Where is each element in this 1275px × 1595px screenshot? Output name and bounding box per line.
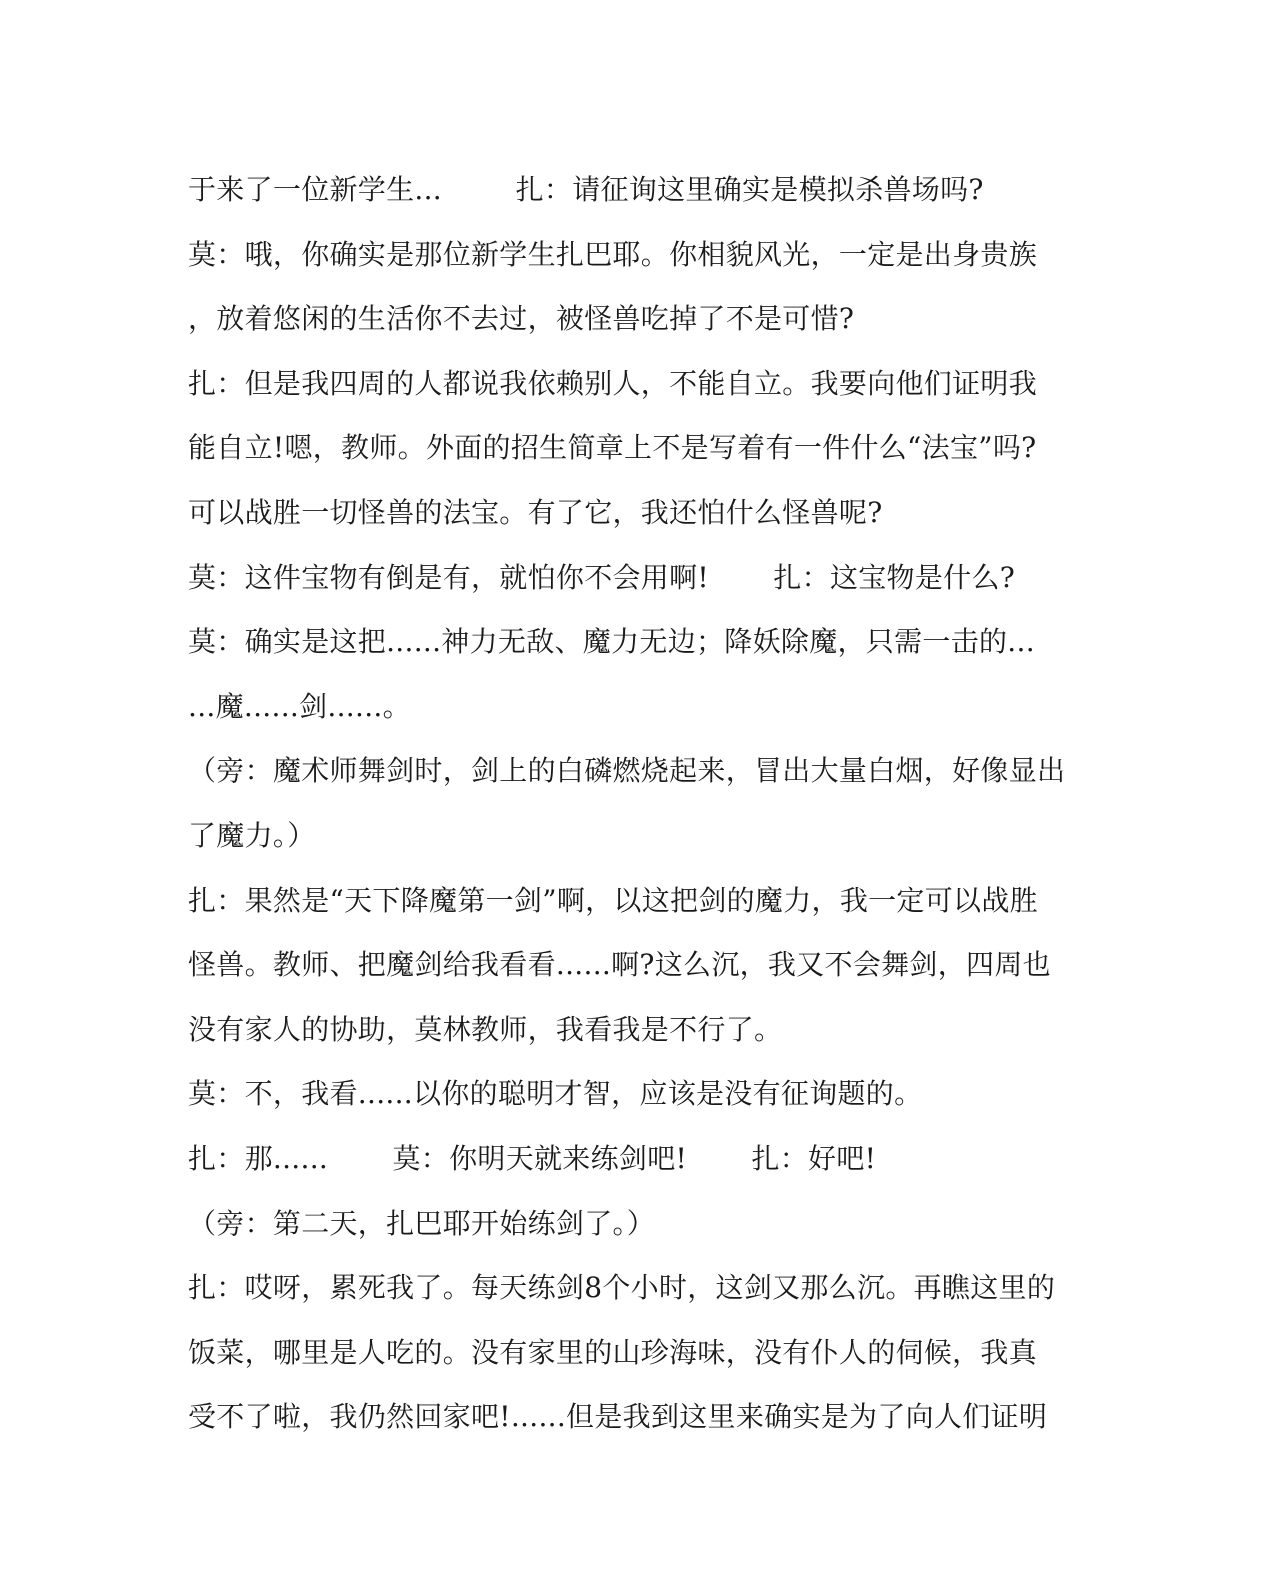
text-line: 可以战胜一切怪兽的法宝。有了它，我还怕什么怪兽呢? [188, 495, 883, 529]
text-line: 饭菜，哪里是人吃的。没有家里的山珍海味，没有仆人的伺候，我真 [188, 1335, 1038, 1369]
text-line: 莫：这件宝物有倒是有，就怕你不会用啊! 扎：这宝物是什么? [188, 560, 1016, 594]
document-body [188, 158, 1068, 1450]
text-line: 莫：确实是这把......神力无敌、魔力无边；降妖除魔，只需一击的... [188, 625, 1035, 659]
text-line: 于来了一位新学生... 扎：请征询这里确实是模拟杀兽场吗? [188, 173, 984, 206]
text-line: 没有家人的协助，莫林教师，我看我是不行了。 [188, 1012, 783, 1046]
text-line: 受不了啦，我仍然回家吧!......但是我到这里来确实是为了向人们证明 [188, 1400, 1048, 1434]
text-line: 了魔力。） [188, 818, 316, 852]
text-line: （旁：魔术师舞剑时，剑上的白磷燃烧起来，冒出大量白烟，好像显出 [188, 754, 1066, 788]
text-line: （旁：第二天，扎巴耶开始练剑了。） [188, 1206, 656, 1240]
text-line: 扎：果然是“天下降魔第一剑”啊，以这把剑的魔力，我一定可以战胜 [188, 883, 1038, 917]
text-line: ...魔......剑......。 [188, 689, 411, 723]
text-line: 能自立!嗯，教师。外面的招生简章上不是写着有一件什么“法宝”吗? [188, 431, 1037, 465]
text-line: 莫：不，我看......以你的聪明才智，应该是没有征询题的。 [188, 1077, 923, 1111]
text-line: 扎：那...... 莫：你明天就来练剑吧! 扎：好吧! [188, 1141, 877, 1175]
text-line: ，放着悠闲的生活你不去过，被怪兽吃掉了不是可惜? [188, 302, 855, 336]
text-line: 扎：哎呀，累死我了。每天练剑8个小时，这剑又那么沉。再瞧这里的 [188, 1271, 1056, 1305]
text-line: 扎：但是我四周的人都说我依赖别人，不能自立。我要向他们证明我 [188, 366, 1038, 400]
text-line: 莫：哦，你确实是那位新学生扎巴耶。你相貌风光，一定是出身贵族 [188, 237, 1038, 271]
text-line: 怪兽。教师、把魔剑给我看看......啊?这么沉，我又不会舞剑，四周也 [188, 948, 1051, 982]
